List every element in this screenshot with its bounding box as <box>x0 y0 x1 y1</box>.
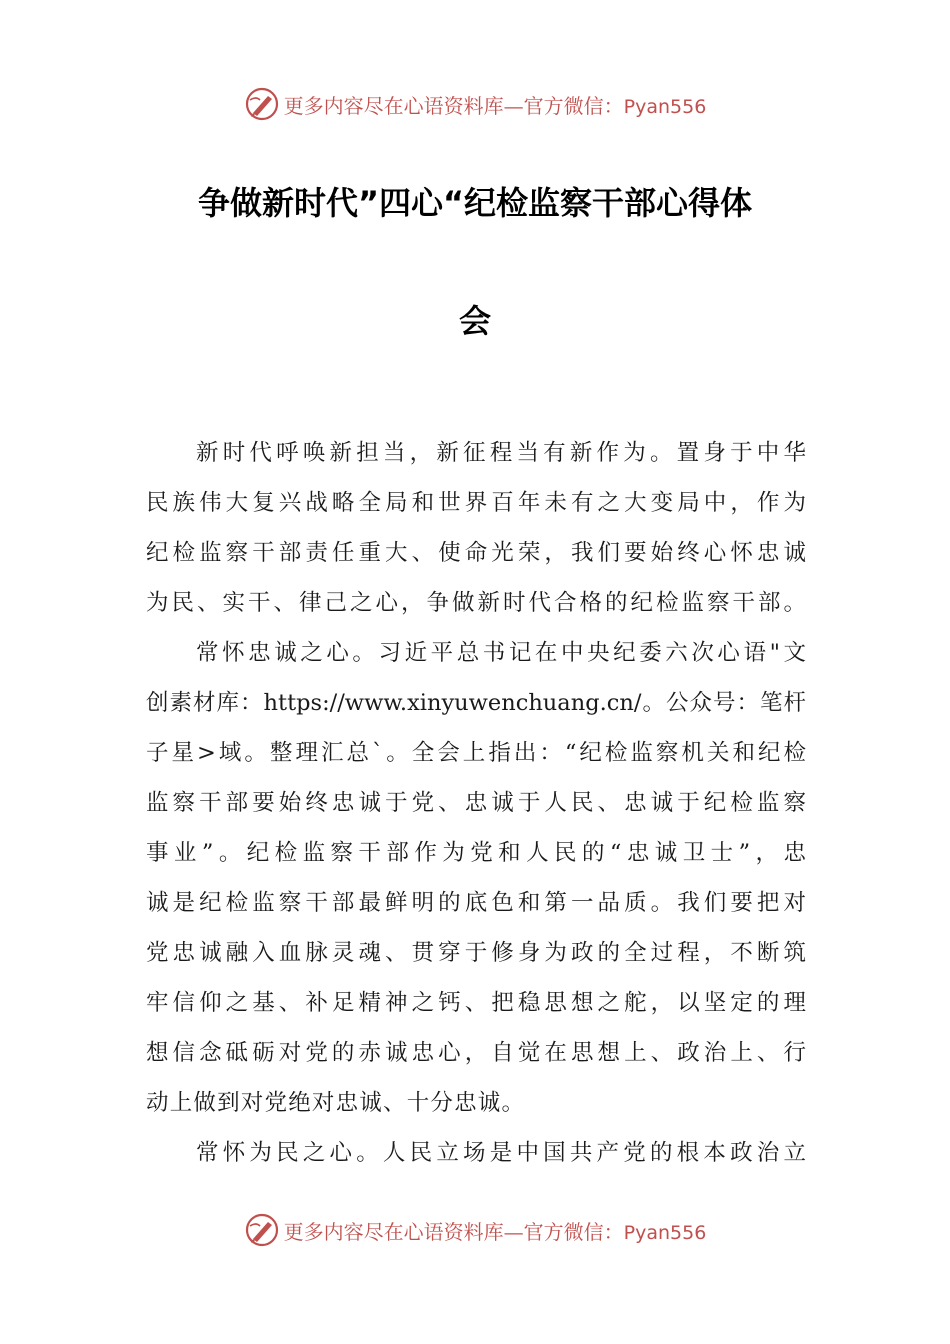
body-line: 事业”。纪检监察干部作为党和人民的“忠诚卫士”，忠 <box>146 840 806 866</box>
document-title-line-1: 争做新时代”四心“纪检监察干部心得体 <box>197 184 753 222</box>
pen-logo-icon <box>244 86 280 122</box>
document-title-line-2: 会 <box>458 302 491 340</box>
pen-logo-icon <box>244 1212 280 1248</box>
banner-separator: — <box>503 93 524 118</box>
banner-main-text: 更多内容尽在心语资料库 <box>283 1219 504 1244</box>
banner-label: 官方微信： <box>523 1219 624 1244</box>
banner-text <box>284 1216 707 1245</box>
banner-wechat-id: Pyan556 <box>623 95 707 118</box>
body-line: 诚是纪检监察干部最鲜明的底色和第一品质。我们要把对 <box>146 890 806 916</box>
document-body <box>146 428 806 1178</box>
banner-separator: — <box>503 1219 524 1244</box>
body-line: 民族伟大复兴战略全局和世界百年未有之大变局中，作为 <box>146 490 806 516</box>
banner-wechat-id: Pyan556 <box>623 1221 707 1244</box>
body-line: 创素材库：https://www.xinyuwenchuang.cn/。公众号：笔杆 <box>146 690 806 716</box>
body-line: 子星>域。整理汇总`。全会上指出：“纪检监察机关和纪检 <box>146 740 806 766</box>
body-line: 党忠诚融入血脉灵魂、贯穿于修身为政的全过程，不断筑 <box>146 940 806 966</box>
banner-label: 官方微信： <box>523 93 624 118</box>
body-line: 想信念砥砺对党的赤诚忠心，自觉在思想上、政治上、行 <box>146 1040 806 1066</box>
body-line: 常怀忠诚之心。习近平总书记在中央纪委六次心语"文 <box>196 640 806 666</box>
body-line: 动上做到对党绝对忠诚、十分忠诚。 <box>146 1090 526 1116</box>
body-line: 新时代呼唤新担当，新征程当有新作为。置身于中华 <box>196 440 806 466</box>
body-line: 常怀为民之心。人民立场是中国共产党的根本政治立 <box>196 1140 806 1166</box>
banner-text <box>284 90 707 119</box>
body-line: 为民、实干、律己之心，争做新时代合格的纪检监察干部。 <box>146 590 806 616</box>
banner-main-text: 更多内容尽在心语资料库 <box>283 93 504 118</box>
header-banner <box>0 84 950 124</box>
body-line: 牢信仰之基、补足精神之钙、把稳思想之舵，以坚定的理 <box>146 990 806 1016</box>
footer-banner <box>0 1210 950 1250</box>
body-line: 纪检监察干部责任重大、使命光荣，我们要始终心怀忠诚 <box>146 540 806 566</box>
body-line: 监察干部要始终忠诚于党、忠诚于人民、忠诚于纪检监察 <box>146 790 806 816</box>
